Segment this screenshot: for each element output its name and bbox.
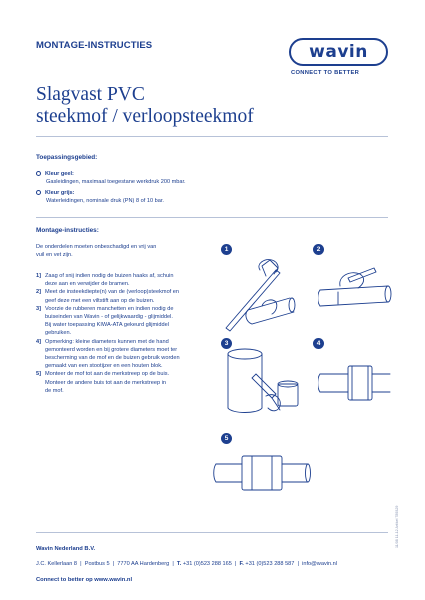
socket-assembly-illustration xyxy=(318,352,393,412)
step-3 xyxy=(36,305,206,338)
step-text: Voorzie de rubberen manchetten en indien nodig de buiseinden van Wavin - of gelijkwaardig - glijmiddel. Bij water toepassing KIWA-ATA gekeurd glijmiddel gebruiken. xyxy=(45,305,174,337)
divider xyxy=(36,217,388,218)
step-number: 5] xyxy=(36,371,41,378)
figure-badge-1: 1 xyxy=(221,244,232,255)
option-label: Kleur grijs: xyxy=(45,190,75,196)
circle-bullet-icon xyxy=(36,171,41,176)
circle-bullet-icon xyxy=(36,190,41,195)
option-description: Gasleidingen, maximaal toegestane werkdruk 200 mbar. xyxy=(46,179,186,186)
step-number: 1] xyxy=(36,273,41,279)
option-grijs xyxy=(36,189,164,205)
step-text: Opmerking: kleine diameters kunnen met de hand gemonteerd worden en bij grotere diameters moet ter bescherming van de mof en de buizen gebruik worden gemaakt van een stootijzer en een houten blok. xyxy=(45,338,180,370)
step-text: Monteer de mof tot aan de merkstreep op de buis. Monteer de andere buis tot aan de merkstreep in de mof. xyxy=(45,371,170,394)
title-line-2: steekmof / verloopsteekmof xyxy=(36,106,254,127)
logo-text: wavin xyxy=(309,42,368,62)
figure-badge-5: 5 xyxy=(221,433,232,444)
step-2 xyxy=(36,288,206,304)
option-label: Kleur geel: xyxy=(45,171,74,177)
step-5 xyxy=(36,370,206,395)
saw-pipe-illustration xyxy=(218,258,298,338)
step-number: 2] xyxy=(36,289,41,296)
figure-badge-4: 4 xyxy=(313,338,324,349)
document-type-label: MONTAGE-INSTRUCTIES xyxy=(36,40,153,51)
divider xyxy=(36,136,388,137)
montage-heading: Montage-instructies: xyxy=(36,227,99,234)
footer-address: J.C. Kellerlaan 8 | Postbus 5 | 7770 AA Hardenberg | T. +31 (0)523 288 165 | F. +31 (0)523 288 587 | info@wavin.nl xyxy=(36,561,338,567)
completed-joint-illustration xyxy=(212,446,312,498)
figure-badge-3: 3 xyxy=(221,338,232,349)
title-line-1: Slagvast PVC xyxy=(36,84,145,105)
page-title xyxy=(36,84,254,128)
tagline: CONNECT TO BETTER xyxy=(291,70,360,76)
step-text: Meet de insteekdiepte(n) van de (verloop)steekmof en geef deze met een viltstift aan op de buizen. xyxy=(45,289,180,304)
toepassing-heading: Toepassingsgebied: xyxy=(36,154,98,161)
measure-pipe-illustration xyxy=(318,262,393,322)
step-number: 3] xyxy=(36,305,41,312)
step-text: Zaag of snij indien nodig de buizen haaks af, schuin deze aan en verwijder de bramen. xyxy=(45,273,174,288)
lubricant-illustration xyxy=(220,344,300,422)
footer-email-link[interactable]: info@wavin.nl xyxy=(302,561,338,567)
intro-line: vuil en vet zijn. xyxy=(36,252,73,259)
intro-line: De onderdelen moeten onbeschadigd en vrij van xyxy=(36,244,157,250)
montage-steps xyxy=(36,272,206,395)
montage-intro xyxy=(36,243,206,259)
step-1 xyxy=(36,272,206,288)
option-geel xyxy=(36,170,186,186)
figure-badge-2: 2 xyxy=(313,244,324,255)
article-code: 11/08 11-12 Artikel 789329 xyxy=(395,505,399,548)
wavin-logo xyxy=(289,38,388,66)
divider xyxy=(36,532,388,533)
step-number: 4] xyxy=(36,338,41,345)
option-description: Waterleidingen, nominale druk (PN) 8 of 10 bar. xyxy=(46,198,164,205)
footer-website-link[interactable]: Connect to better op www.wavin.nl xyxy=(36,577,133,583)
footer-company: Wavin Nederland B.V. xyxy=(36,546,96,552)
step-4 xyxy=(36,338,206,371)
